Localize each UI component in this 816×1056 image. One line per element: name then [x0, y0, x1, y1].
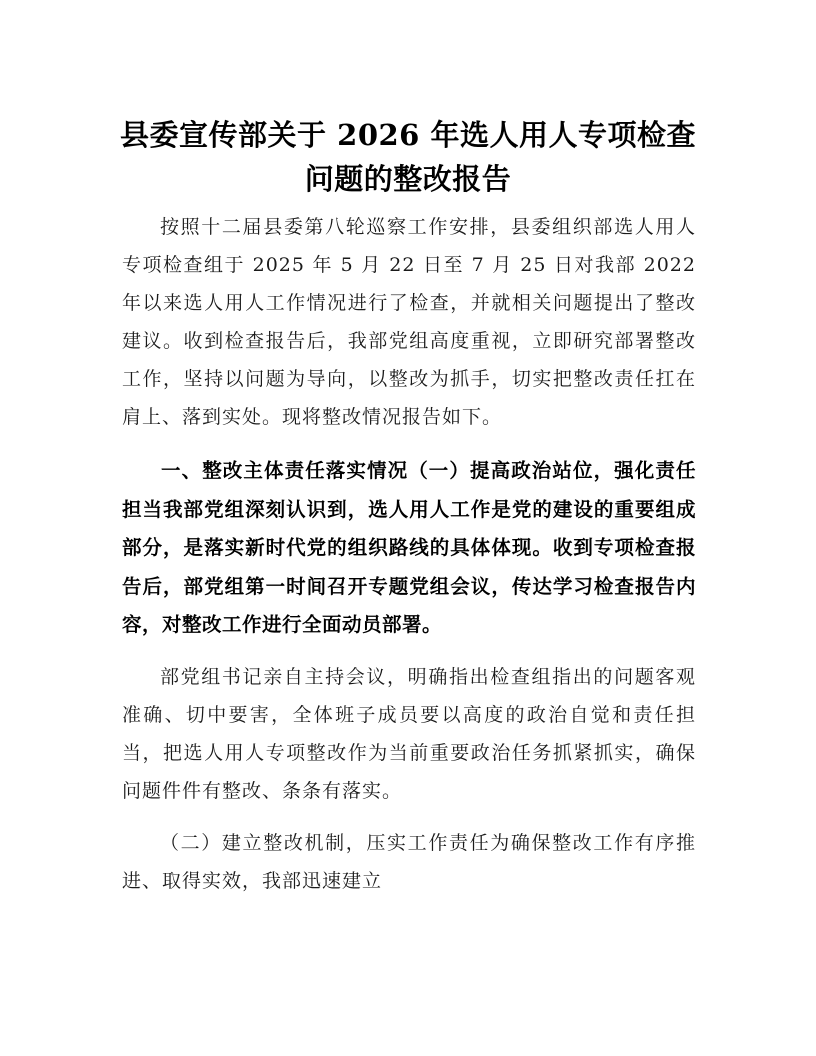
body-paragraph: 部党组书记亲自主持会议，明确指出检查组指出的问题客观准确、切中要害，全体班子成员要以高度的政治自觉和责任担当，把选人用人专项整改作为当前重要政治任务抓紧抓实，确保问题件件有整改、条条有落实。 [122, 666, 696, 802]
intro-paragraph: 按照十二届县委第八轮巡察工作安排，县委组织部选人用人专项检查组于 2025 年 5 月 22 日至 7 月 25 日对我部 2022 年以来选人用人工作情况进行了检查，并就相关问题提出了整改建议。收到检查报告后，我部党组高度重视，立即研究部署整改工作，坚持以问题为导向，以整改为抓手，切实把整改责任扛在肩上、落到实处。现将整改情况报告如下。 [122, 216, 696, 428]
section-heading-paragraph: 一、整改主体责任落实情况（一）提高政治站位，强化责任担当我部党组深刻认识到，选人用人工作是党的建设的重要组成部分，是落实新时代党的组织路线的具体体现。收到专项检查报告后，部党组第一时间召开专题党组会议，传达学习检查报告内容，对整改工作进行全面动员部署。 [122, 459, 696, 636]
subsection-paragraph: （二）建立整改机制，压实工作责任为确保整改工作有序推进、取得实效，我部迅速建立 [122, 832, 696, 892]
document-title: 县委宣传部关于 2026 年选人用人专项检查问题的整改报告 [120, 118, 696, 196]
